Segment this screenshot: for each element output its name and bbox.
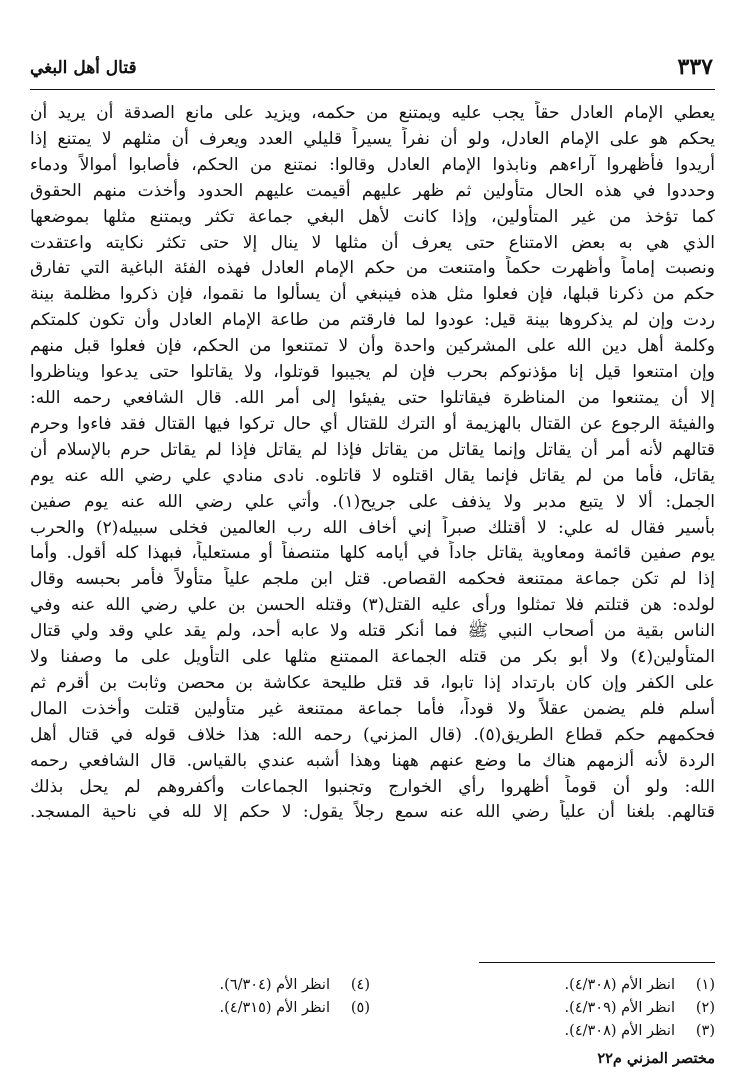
footnote-text: انظر الأم (٤/٣١٥).: [219, 1000, 330, 1016]
body-line: حكم من ذكرنا قبلها، فإن فعلوا مثل هذه فينبغي أن يسألوا ما نقموا، فإن ذكروا مظلمة بينة: [30, 284, 715, 305]
footnote-number: (١): [695, 977, 715, 993]
footnote-rule: [479, 962, 715, 963]
footnote-text: انظر الأم (٤/٣٠٨).: [564, 977, 675, 993]
body-line: بأسير فقال له علي: لا أقتلك صبراً إني أخاف الله رب العالمين فخلى سبيله(٢) والحرب: [30, 517, 715, 538]
page-footer: [30, 1045, 715, 1067]
body-line: يوم صفين قائمة ومعاوية يقاتل جاداً في أيامه كلها متنصفاً أو مستعلياً، فبهذا كله أقول. وأما: [30, 543, 715, 564]
body-line: الردة لأنه ألزمهم هناك ما وضع عنهم ههنا وهذا أشبه عندي بالقياس. قال الشافعي رحمه: [30, 750, 715, 771]
body-line: ردت وإن لم يذكروها بينة قيل: عودوا لما فارقتم من طاعة الإمام العادل وأن تكون كلمتكم: [30, 310, 715, 331]
running-title: قتال أهل البغي: [30, 58, 137, 78]
body-line: أريدوا فأظهروا آراءهم ونابذوا الإمام العادل وقالوا: نمتنع من الحكم، فأصابوا أموالاً ودماء: [30, 154, 715, 175]
body-line: يعطي الإمام العادل حقاً يجب عليه ويمتنع من حكمه، ويزيد على مانع الصدقة أن يريد أن: [30, 103, 715, 123]
footnote-text: انظر الأم (٤/٣٠٨).: [564, 1023, 675, 1039]
page-header: [30, 52, 713, 86]
body-line: إلا أن يمتنعوا من المناظرة فيقاتلوا حتى يفيئوا إلى أمر الله. قال الشافعي رحمه الله:: [30, 387, 715, 408]
footnote-item: [220, 974, 370, 997]
footnote-number: (٥): [350, 1000, 370, 1016]
body-line: قتالهم. بلغنا أن علياً رضي الله عنه سمع رجلاً يقول: لا حكم إلا لله في ناحية المسجد.: [30, 802, 715, 823]
footnotes: [30, 974, 715, 1054]
body-line: الذي هي به بعض الامتناع حتى يعرف أن مثلها لا ينال إلا حتى تكثر نكايته واعتقدت: [30, 232, 715, 253]
footnote-text: انظر الأم (٤/٣٠٩).: [564, 1000, 675, 1016]
footnote-number: (٢): [695, 1000, 715, 1016]
body-text: [30, 101, 715, 826]
body-line: على الكفر وإن كان بارتداد إذا تابوا، قد قتل طليحة عكاشة بن محصن وثابت بن أقرم ثم: [30, 672, 715, 693]
body-line: إذا لم تكن جماعة ممتنعة فحكمه القصاص. قتل ابن ملجم علياً متأولاً فأمر بحبسه وقال: [30, 569, 715, 590]
body-line: ونصبت إماماً وأظهرت حكماً وامتنعت من حكم الإمام العادل فهذه الفئة الباغية التي تفارق: [30, 258, 715, 279]
body-line: فحكمهم حكم قطاع الطريق(٥). (قال المزني) رحمه الله: هذا خلاف قوله في قتال أهل: [30, 724, 715, 745]
body-line: المتأولين(٤) ولا أبو بكر من قتله الجماعة الممتنع مثلها على التأويل على ما وصفنا ولا: [30, 647, 715, 668]
footnote-item: [565, 974, 715, 997]
body-line: قتالهم لأنه أمر أن يقاتل وإنما يقاتل من يقاتل فإذا لم يقاتل فإذا لم يقاتل حرم بالإسلام أن: [30, 439, 715, 460]
body-line: وإن امتنعوا قيل إنا مؤذنوكم بحرب فإن لم يجيبوا قوتلوا، ولا يقاتلوا حتى يدعوا ويناظروا: [30, 362, 715, 383]
footnote-item: [565, 1020, 715, 1043]
signature-mark: مختصر المزني م٢٢: [597, 1050, 715, 1067]
body-line: يقاتل، فأما من لم يقاتل فإنما يقال اقتلوه لا قاتلوه. نادى منادي علي رضي الله عنه يوم: [30, 465, 715, 486]
body-line: الله: ولو أن قوماً أظهروا رأي الخوارج وتجنبوا الجماعات وأكفروهم لم يحل بذلك: [30, 776, 715, 797]
body-line: وكلمة أهل دين الله على المشركين واحدة وأن لا تمتنعوا من الحكم، فإن فعلوا قبل منهم: [30, 336, 715, 357]
body-line: الجمل: ألا لا يتبع مدبر ولا يذفف على جريح(١). وأتي علي رضي الله عنه يوم صفين: [30, 491, 715, 512]
body-line: الناس بقية من أصحاب النبي ﷺ فما أنكر قتله ولا عابه أحد، ولم يقد علي وقد ولي قتال: [30, 621, 715, 642]
body-line: يحكم هو على الإمام العادل، ولو أن نفراً يسيراً قليلي العدد ويعرف أن مثلهم لا يمتنع إذا: [30, 128, 715, 149]
footnotes-left-column: [220, 974, 370, 1020]
header-rule: [30, 89, 715, 90]
footnote-text: انظر الأم (٦/٣٠٤).: [219, 977, 330, 993]
page-number: ٣٣٧: [677, 54, 713, 80]
footnote-number: (٣): [695, 1023, 715, 1039]
body-line: أسلم فلم يضمن عقلاً ولا قوداً، فأما جماعة ممتنعة غير متأولين قتلت وأخذت المال: [30, 698, 715, 719]
footnotes-right-column: [565, 974, 715, 1043]
footnote-item: [220, 997, 370, 1020]
footnote-number: (٤): [350, 977, 370, 993]
body-line: وحددوا في هذه الحال متأولين ثم ظهر عليهم أقيمت عليهم الحدود وأخذت منهم الحقوق: [30, 180, 715, 201]
footnote-item: [565, 997, 715, 1020]
body-line: والفيئة الرجوع عن القتال بالهزيمة أو الترك للقتال أي حال تركوا فيها القتال فقد فاءوا وحرم: [30, 413, 715, 434]
body-line: لولده: هن قتلتم فلا تمثلوا ورأى عليه القتل(٣) وقتله الحسن بن علي رضي الله عنه وفي: [30, 595, 715, 616]
body-line: كما تؤخذ من غير المتأولين، وإذا كانت لأهل البغي جماعة تكثر ويمتنع مثلها بموضعها: [30, 206, 715, 227]
